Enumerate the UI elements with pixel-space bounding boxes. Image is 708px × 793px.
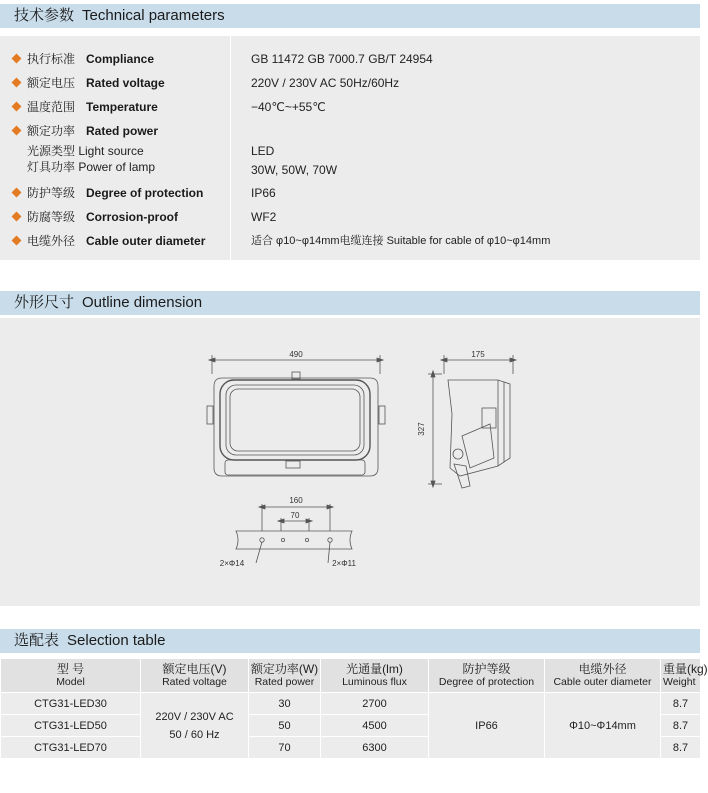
cell-flux: 6300 xyxy=(321,737,429,759)
selection-table xyxy=(0,658,708,759)
table-row xyxy=(1,693,701,715)
bullet-diamond-icon xyxy=(12,188,22,198)
dim-height-label: 327 xyxy=(417,422,426,436)
tech-params-title-en: Technical parameters xyxy=(82,7,225,24)
param-label-cn: 温度范围 xyxy=(27,100,76,114)
cell-weight: 8.7 xyxy=(661,715,701,737)
selection-title-en: Selection table xyxy=(67,632,166,649)
param-value: 220V / 230V AC 50Hz/60Hz xyxy=(251,76,400,90)
selection-header xyxy=(0,629,700,653)
cell-model: CTG31-LED30 xyxy=(1,693,141,715)
tech-params-header xyxy=(0,4,700,28)
param-row-corrosion xyxy=(0,207,700,227)
param-row-protection xyxy=(0,183,700,203)
param-subrow-power-values xyxy=(0,162,700,178)
cell-flux: 4500 xyxy=(321,715,429,737)
param-value: 适合 φ10~φ14mm电缆连接 Suitable for cable of φ10~φ14mm xyxy=(251,235,551,247)
col-header-weight: 重量(kg) Weight xyxy=(661,659,701,693)
outline-title-en: Outline dimension xyxy=(82,294,203,311)
cell-power: 30 xyxy=(249,693,321,715)
col-header-power: 额定功率(W) Rated power xyxy=(249,659,321,693)
param-row-cable xyxy=(0,231,700,251)
param-label-en: Cable outer diameter xyxy=(86,234,206,248)
outline-drawing xyxy=(0,318,700,606)
param-sub-label: 灯具功率 Power of lamp xyxy=(27,160,156,174)
bullet-diamond-icon xyxy=(12,54,22,64)
dim-depth-label: 175 xyxy=(471,350,485,359)
param-label-cn: 电缆外径 xyxy=(27,234,76,248)
cell-power: 50 xyxy=(249,715,321,737)
param-row-compliance xyxy=(0,49,700,69)
param-label-cn: 额定电压 xyxy=(27,76,76,90)
bullet-diamond-icon xyxy=(12,102,22,112)
bullet-diamond-icon xyxy=(12,78,22,88)
col-header-flux: 光通量(lm) Luminous flux xyxy=(321,659,429,693)
param-subrow-light-source xyxy=(0,143,700,159)
voltage-line-1: 220V / 230V AC xyxy=(155,710,234,723)
param-row-rated-power xyxy=(0,121,700,141)
cell-cable: Φ10~Φ14mm xyxy=(545,693,661,759)
cell-model: CTG31-LED50 xyxy=(1,715,141,737)
param-row-rated-voltage xyxy=(0,73,700,93)
dim-hole-left-label: 2×Φ14 xyxy=(219,559,245,568)
bullet-diamond-icon xyxy=(12,126,22,136)
outline-header xyxy=(0,291,700,315)
param-value: IP66 xyxy=(251,186,276,200)
dim-width-label: 490 xyxy=(289,350,303,359)
param-label-cn: 额定功率 xyxy=(27,124,76,138)
cell-model: CTG31-LED70 xyxy=(1,737,141,759)
param-label-en: Degree of protection xyxy=(86,186,204,200)
param-label-en: Temperature xyxy=(86,100,158,114)
cell-protection: IP66 xyxy=(429,693,545,759)
tech-params-title-cn: 技术参数 xyxy=(14,7,75,24)
dim-mount-outer-label: 160 xyxy=(289,496,303,505)
col-header-cable: 电缆外径 Cable outer diameter xyxy=(545,659,661,693)
param-sub-value: 30W, 50W, 70W xyxy=(251,163,338,177)
col-header-voltage: 额定电压(V) Rated voltage xyxy=(141,659,249,693)
tech-params-panel xyxy=(0,36,700,260)
outline-title-cn: 外形尺寸 xyxy=(14,294,75,311)
param-label-en: Corrosion-proof xyxy=(86,210,178,224)
param-value: −40℃~+55℃ xyxy=(251,100,326,114)
cell-weight: 8.7 xyxy=(661,693,701,715)
col-header-model: 型 号 Model xyxy=(1,659,141,693)
cell-weight: 8.7 xyxy=(661,737,701,759)
param-label-en: Rated voltage xyxy=(86,76,165,90)
table-header-row xyxy=(1,659,701,693)
param-sub-value: LED xyxy=(251,144,275,158)
voltage-line-2: 50 / 60 Hz xyxy=(169,728,220,741)
bullet-diamond-icon xyxy=(12,212,22,222)
outline-panel xyxy=(0,318,700,606)
side-view-drawing xyxy=(428,355,516,488)
param-label-cn: 防腐等级 xyxy=(27,210,76,224)
param-label-en: Compliance xyxy=(86,52,155,66)
cell-power: 70 xyxy=(249,737,321,759)
cell-voltage xyxy=(141,693,249,759)
param-label-en: Rated power xyxy=(86,124,159,138)
param-value: WF2 xyxy=(251,210,277,224)
param-label-cn: 执行标准 xyxy=(27,52,76,66)
front-view-drawing xyxy=(207,355,385,476)
dim-mount-inner-label: 70 xyxy=(290,511,300,520)
param-label-cn: 防护等级 xyxy=(27,186,76,200)
cell-flux: 2700 xyxy=(321,693,429,715)
param-sub-label: 光源类型 Light source xyxy=(27,144,144,158)
param-row-temperature xyxy=(0,97,700,117)
selection-title-cn: 选配表 xyxy=(14,632,60,649)
dim-hole-right-label: 2×Φ11 xyxy=(332,559,356,568)
col-header-protection: 防护等级 Degree of protection xyxy=(429,659,545,693)
param-value: GB 11472 GB 7000.7 GB/T 24954 xyxy=(251,52,433,66)
bullet-diamond-icon xyxy=(12,236,22,246)
